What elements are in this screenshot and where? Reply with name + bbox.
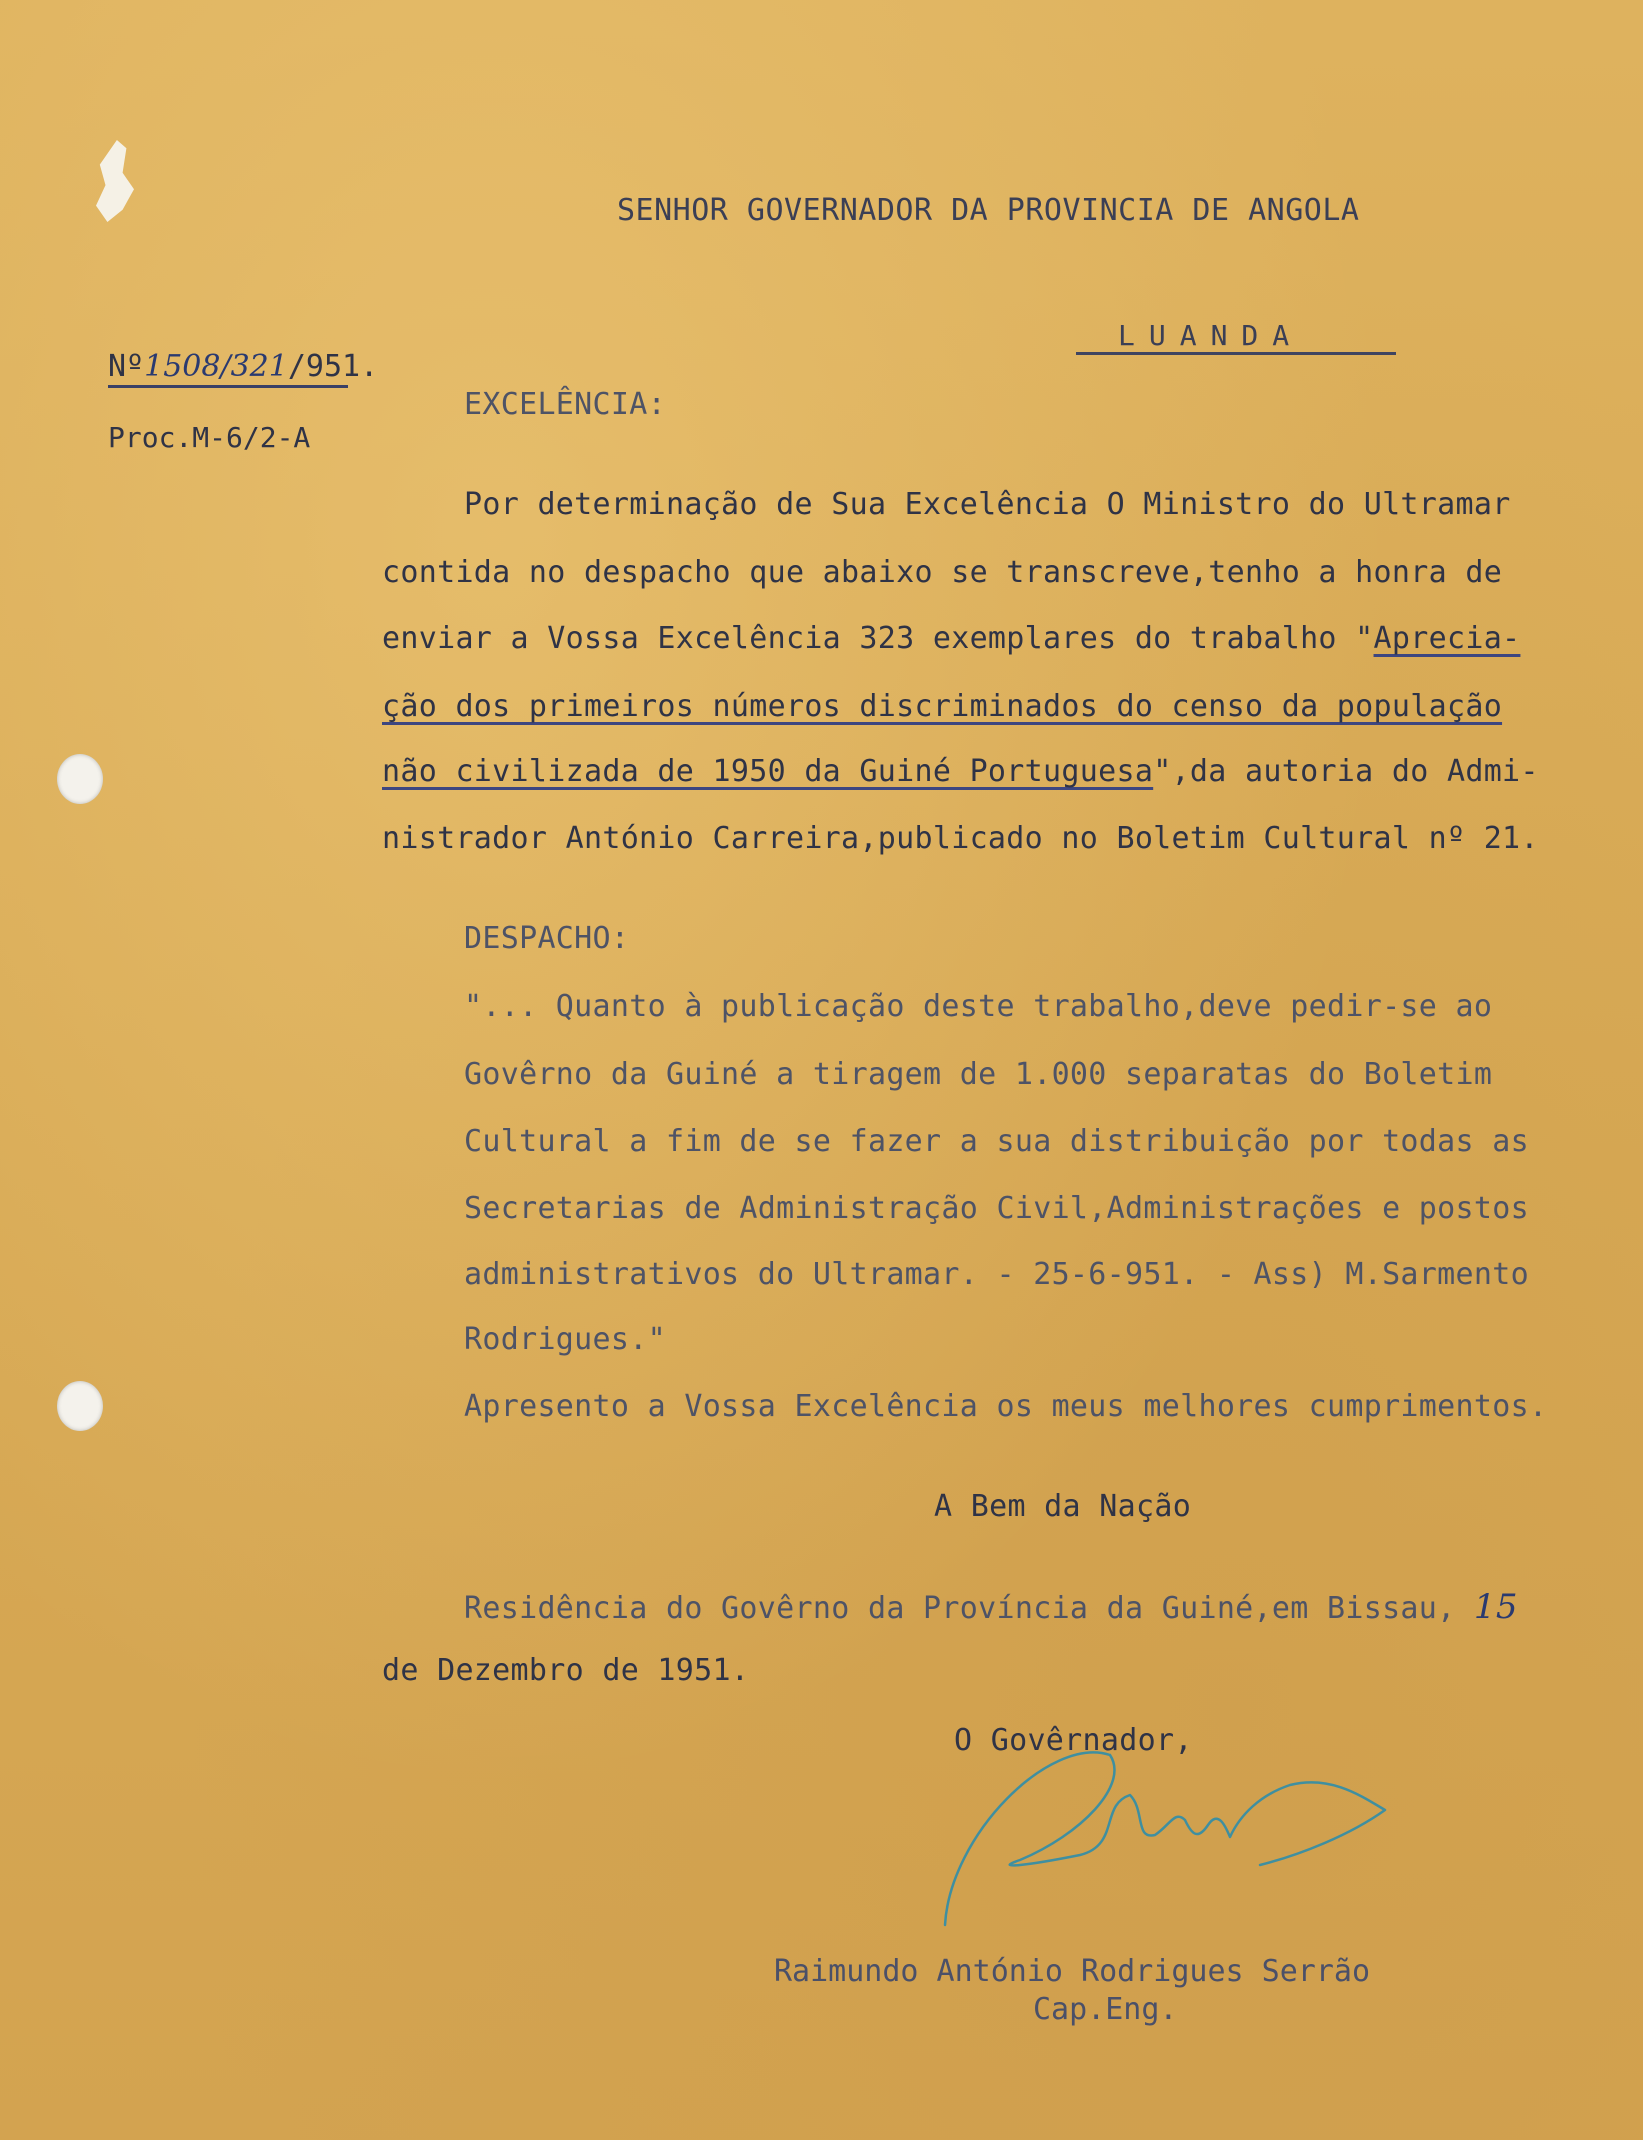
paragraph-line-2: contida no despacho que abaixo se transcreve,tenho a honra de — [382, 555, 1503, 590]
despacho-line-4: Secretarias de Administração Civil,Administrações e postos — [464, 1191, 1529, 1226]
city-underline — [1076, 352, 1396, 355]
salutation: EXCELÊNCIA: — [464, 387, 666, 422]
city-line: LUANDA — [1118, 319, 1304, 352]
reference-year: /951. — [287, 349, 379, 384]
paragraph-line-3 — [382, 621, 1521, 656]
despacho-heading: DESPACHO: — [464, 921, 630, 956]
despacho-line-6: Rodrigues." — [464, 1322, 666, 1357]
reference-handwritten-number: 1508/321 — [144, 349, 288, 384]
paragraph-line-5 — [382, 754, 1539, 789]
paragraph-line-3-plain: enviar a Vossa Excelência 323 exemplares do trabalho " — [382, 621, 1374, 656]
motto: A Bem da Nação — [934, 1489, 1192, 1524]
work-title-part-1: Aprecia- — [1373, 621, 1521, 656]
addressee-line: SENHOR GOVERNADOR DA PROVINCIA DE ANGOLA — [617, 193, 1360, 228]
governor-rank: Cap.Eng. — [1033, 1992, 1178, 2027]
handwritten-day: 15 — [1473, 1587, 1518, 1627]
handwritten-signature — [930, 1725, 1410, 1945]
despacho-line-2: Govêrno da Guiné a tiragem de 1.000 separatas do Boletim — [464, 1057, 1493, 1092]
despacho-line-3: Cultural a fim de se fazer a sua distribuição por todas as — [464, 1124, 1529, 1159]
signature-title: O Govêrnador, — [954, 1723, 1193, 1758]
compliments-line: Apresento a Vossa Excelência os meus melhores cumprimentos. — [464, 1389, 1548, 1424]
punch-hole-top — [57, 754, 103, 804]
paragraph-line-6: nistrador António Carreira,publicado no Boletim Cultural nº 21. — [382, 821, 1539, 856]
date-line: de Dezembro de 1951. — [382, 1653, 750, 1688]
punch-hole-bottom — [57, 1381, 103, 1431]
reference-underline — [108, 385, 348, 388]
paragraph-line-1: Por determinação de Sua Excelência O Ministro do Ultramar — [464, 487, 1511, 522]
process-number: Proc.M-6/2-A — [108, 421, 311, 454]
reference-number — [108, 349, 379, 384]
despacho-line-1: "... Quanto à publicação deste trabalho,deve pedir-se ao — [464, 989, 1493, 1024]
work-title-part-3: não civilizada de 1950 da Guiné Portuguesa — [382, 754, 1154, 789]
reference-prefix: Nº — [108, 349, 145, 384]
place-line — [464, 1587, 1518, 1627]
despacho-line-5: administrativos do Ultramar. - 25-6-951. - Ass) M.Sarmento — [464, 1257, 1529, 1292]
paper-tear — [96, 140, 134, 222]
place-text: Residência do Govêrno da Província da Guiné,em Bissau, — [464, 1591, 1456, 1626]
work-title-part-2: ção dos primeiros números discriminados do censo da população — [382, 689, 1503, 724]
governor-name: Raimundo António Rodrigues Serrão — [774, 1954, 1371, 1989]
paragraph-line-4 — [382, 689, 1503, 724]
paragraph-line-5-plain: ",da autoria do Admi- — [1153, 754, 1539, 789]
